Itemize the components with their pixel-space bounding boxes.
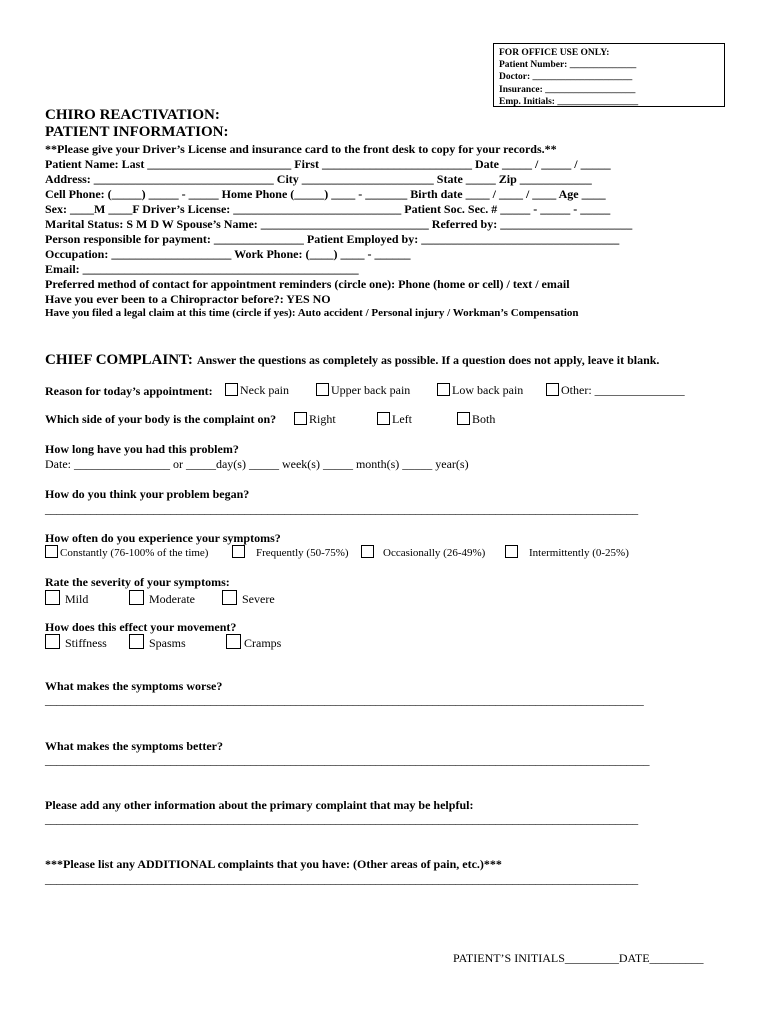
contact-method-line[interactable]: Preferred method of contact for appointment reminders (circle one): Phone (home or cell) / text / email xyxy=(45,277,570,291)
patient-name-line[interactable]: Patient Name: Last ________________________ First _________________________ Date _____ / _____ / _____ xyxy=(45,157,611,171)
checkbox-icon[interactable] xyxy=(226,634,241,649)
office-use-heading: FOR OFFICE USE ONLY: xyxy=(499,48,610,58)
option-label: Moderate xyxy=(149,592,195,606)
began-answer-line[interactable]: ________________________________________________________________________________________________________ xyxy=(45,502,638,516)
option-label: Occasionally (26-49%) xyxy=(383,547,486,559)
other-info-label: Please add any other information about the primary complaint that may be helpful: xyxy=(45,798,474,812)
reason-other-option[interactable] xyxy=(546,383,685,398)
frequency-frequently-option[interactable] xyxy=(232,545,349,559)
duration-label: How long have you had this problem? xyxy=(45,442,239,456)
payment-responsible-line[interactable]: Person responsible for payment: _______________ Patient Employed by: _________________________________ xyxy=(45,232,620,246)
option-label: Severe xyxy=(242,592,275,606)
form-subtitle: PATIENT INFORMATION: xyxy=(45,124,229,140)
option-label: Right xyxy=(309,412,336,426)
chief-complaint-instruction: Answer the questions as completely as possible. If a question does not apply, leave it blank. xyxy=(196,353,660,367)
email-line[interactable]: Email: ______________________________________________ xyxy=(45,262,359,276)
checkbox-icon[interactable] xyxy=(316,383,329,396)
checkbox-icon[interactable] xyxy=(505,545,518,558)
option-label: Low back pain xyxy=(452,383,524,397)
office-use-box xyxy=(493,43,725,107)
frequency-intermittently-option[interactable] xyxy=(505,545,629,559)
emp-initials-field[interactable]: Emp. Initials: _________________ xyxy=(499,96,639,107)
option-label: Mild xyxy=(65,592,89,606)
option-label: Other: _______________ xyxy=(561,383,685,397)
side-right-option[interactable] xyxy=(294,412,336,427)
additional-complaints-answer-line[interactable]: ________________________________________________________________________________________________________ xyxy=(45,872,638,886)
occupation-line[interactable]: Occupation: ____________________ Work Phone: (____) ____ - ______ xyxy=(45,247,411,261)
reason-upper-back-option[interactable] xyxy=(316,383,410,398)
legal-claim-line[interactable]: Have you filed a legal claim at this time (circle if yes): Auto accident / Personal injury / Workman’s Compensation xyxy=(45,307,579,319)
doctor-field[interactable]: Doctor: _____________________ xyxy=(499,72,633,83)
reason-label: Reason for today’s appointment: xyxy=(45,384,213,398)
checkbox-icon[interactable] xyxy=(437,383,450,396)
side-left-option[interactable] xyxy=(377,412,412,427)
checkbox-icon[interactable] xyxy=(129,590,144,605)
option-label: Upper back pain xyxy=(331,383,411,397)
option-label: Both xyxy=(472,412,496,426)
other-info-answer-line[interactable]: ________________________________________________________________________________________________________ xyxy=(45,812,638,826)
frequency-label: How often do you experience your symptoms? xyxy=(45,531,281,545)
frequency-occasionally-option[interactable] xyxy=(361,545,485,559)
option-label: Intermittently (0-25%) xyxy=(529,547,629,559)
began-label: How do you think your problem began? xyxy=(45,487,250,501)
address-line[interactable]: Address: ______________________________ City ______________________ State _____ Zip ____________ xyxy=(45,172,592,186)
reason-low-back-option[interactable] xyxy=(437,383,523,398)
side-both-option[interactable] xyxy=(457,412,495,427)
chief-complaint-header xyxy=(45,351,659,369)
checkbox-icon[interactable] xyxy=(45,545,58,558)
severity-mild-option[interactable] xyxy=(45,590,88,607)
checkbox-icon[interactable] xyxy=(45,590,60,605)
better-answer-line[interactable]: __________________________________________________________________________________________________________ xyxy=(45,753,650,767)
severity-severe-option[interactable] xyxy=(222,590,275,607)
checkbox-icon[interactable] xyxy=(377,412,390,425)
option-label: Neck pain xyxy=(240,383,289,397)
movement-label: How does this effect your movement? xyxy=(45,620,237,634)
option-label: Stiffness xyxy=(65,636,107,650)
license-instruction: **Please give your Driver’s License and insurance card to the front desk to copy for your records.** xyxy=(45,142,557,156)
option-label: Spasms xyxy=(149,636,186,650)
chief-complaint-heading: CHIEF COMPLAINT: xyxy=(45,352,193,368)
patient-number-field[interactable]: Patient Number: ______________ xyxy=(499,60,637,71)
insurance-field[interactable]: Insurance: ___________________ xyxy=(499,84,636,95)
checkbox-icon[interactable] xyxy=(546,383,559,396)
checkbox-icon[interactable] xyxy=(457,412,470,425)
checkbox-icon[interactable] xyxy=(232,545,245,558)
form-title: CHIRO REACTIVATION: xyxy=(45,107,220,123)
reason-neck-pain-option[interactable] xyxy=(225,383,289,398)
phone-line[interactable]: Cell Phone: (_____) _____ - _____ Home Phone (_____) ____ - _______ Birth date ____ / ____ / ____ Age ____ xyxy=(45,187,606,201)
checkbox-icon[interactable] xyxy=(129,634,144,649)
side-label: Which side of your body is the complaint on? xyxy=(45,412,277,426)
frequency-constantly-option[interactable] xyxy=(45,545,208,559)
checkbox-icon[interactable] xyxy=(45,634,60,649)
option-label: Frequently (50-75%) xyxy=(256,547,349,559)
checkbox-icon[interactable] xyxy=(222,590,237,605)
checkbox-icon[interactable] xyxy=(361,545,374,558)
checkbox-icon[interactable] xyxy=(294,412,307,425)
chiropractor-before-line[interactable]: Have you ever been to a Chiropractor before?: YES NO xyxy=(45,292,331,306)
worse-answer-line[interactable]: _________________________________________________________________________________________________________ xyxy=(45,693,644,707)
sex-license-line[interactable]: Sex: ____M ____F Driver’s License: ____________________________ Patient Soc. Sec. # _____ - _____ - _____ xyxy=(45,202,611,216)
better-label: What makes the symptoms better? xyxy=(45,739,223,753)
movement-spasms-option[interactable] xyxy=(129,634,186,651)
option-label: Cramps xyxy=(244,636,282,650)
severity-moderate-option[interactable] xyxy=(129,590,195,607)
duration-line[interactable]: Date: ________________ or _____day(s) _____ week(s) _____ month(s) _____ year(s) xyxy=(45,457,469,471)
option-label: Left xyxy=(392,412,412,426)
checkbox-icon[interactable] xyxy=(225,383,238,396)
additional-complaints-label: ***Please list any ADDITIONAL complaints that you have: (Other areas of pain, etc.)*** xyxy=(45,857,502,871)
movement-cramps-option[interactable] xyxy=(226,634,281,651)
worse-label: What makes the symptoms worse? xyxy=(45,679,223,693)
marital-status-line[interactable]: Marital Status: S M D W Spouse’s Name: ____________________________ Referred by: ______________________ xyxy=(45,217,633,231)
option-label: Constantly (76-100% of the time) xyxy=(60,547,209,559)
patient-initials-date[interactable]: PATIENT’S INITIALS_________DATE_________ xyxy=(453,951,704,965)
severity-label: Rate the severity of your symptoms: xyxy=(45,575,230,589)
movement-stiffness-option[interactable] xyxy=(45,634,107,651)
